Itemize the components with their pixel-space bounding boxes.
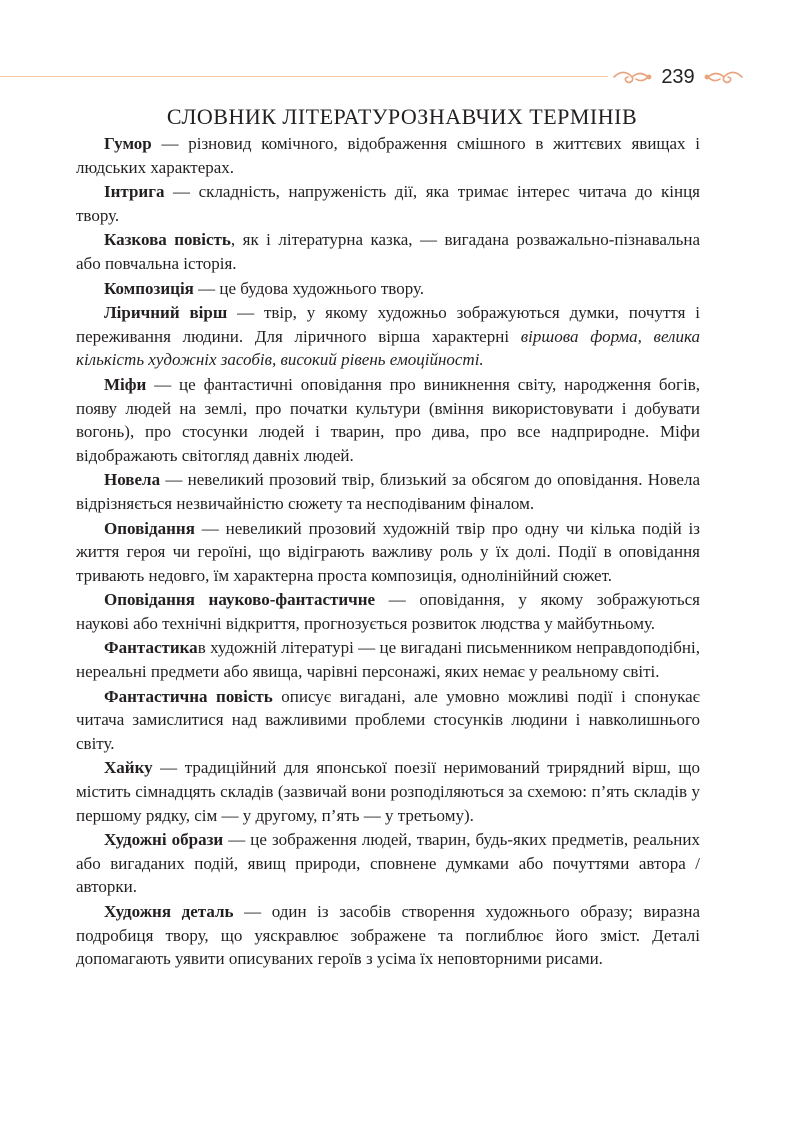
entry-term: Композиція <box>104 278 194 298</box>
glossary-entry <box>76 228 700 275</box>
glossary-entry <box>76 636 700 683</box>
entry-definition: — оповідання, у якому зображуються наукові або технічні відкриття, прогнозується розвиток людства у майбутньому. <box>76 590 700 633</box>
entry-definition: — твір, у якому художньо зображуються думки, почуття і переживання людини. Для ліричного вірша характерні <box>76 303 701 346</box>
glossary-entry <box>76 828 700 899</box>
entry-definition: — це фантастичні оповідання про виникнення світу, народження богів, появу людей на землі, про початки культури (вміння використовувати і добувати вогонь), про стосунки людей і тварин, про дива, про все надприродне. Міфи відображають світогляд давніх людей. <box>76 374 700 465</box>
glossary-entry <box>76 588 700 635</box>
entry-definition: — складність, напруженість дії, яка тримає інтерес читача до кінця твору. <box>76 182 700 225</box>
entry-term: Оповідання <box>104 518 195 538</box>
entry-definition: — традиційний для японської поезії неримований трирядний вірш, що містить сімнадцять складів (зазвичай вони розподіляються за схемою: п’ять складів у першому рядку, сім — у другому, п’ять — у третьому). <box>76 758 700 825</box>
entry-term: Хайку <box>104 758 153 778</box>
entry-term: Оповідання науково-фантастичне <box>104 590 376 610</box>
entry-definition: — це зображення людей, тварин, будь-яких предметів, реальних або вигаданих подій, явищ природи, сповнене думками або почуттями автора / авторки. <box>76 830 700 897</box>
glossary-entry <box>76 756 700 827</box>
glossary-entry <box>76 900 700 971</box>
entry-term: Інтрига <box>104 182 165 202</box>
glossary-entry <box>76 180 700 227</box>
entry-definition: — різновид комічного, відображення смішного в життєвих явищах і людських характерах. <box>76 134 700 177</box>
glossary-entry <box>76 685 700 756</box>
entry-term: Художня деталь <box>104 902 234 921</box>
glossary-entry <box>76 301 700 372</box>
glossary <box>76 132 700 972</box>
entry-term: Казкова повість <box>104 230 231 250</box>
entry-term: Фантастика <box>104 638 198 658</box>
glossary-entry <box>76 132 700 179</box>
left-swirl-ornament-icon <box>612 66 652 88</box>
page-title: СЛОВНИК ЛІТЕРАТУРОЗНАВЧИХ ТЕРМІНІВ <box>166 104 638 129</box>
entry-term: Фантастична повість <box>104 686 273 706</box>
entry-definition: описує вигадані, але умовно можливі події і спонукає читача замислитися над важливими проблеми стосунків людини і навколишнього світу. <box>76 686 700 753</box>
entry-italic-features: віршова форма, велика кількість художніх засобів, високий рівень емоційності. <box>76 326 701 370</box>
entry-definition: , як і літературна казка, — вигадана розважально-пізнавальна або повчальна історія. <box>76 230 700 273</box>
header-rule <box>0 76 608 77</box>
right-swirl-ornament-icon <box>704 66 744 88</box>
entry-term: Ліричний вірш <box>104 303 228 323</box>
entry-definition: в художній літературі — це вигадані письменником неправдоподібні, нереальні предмети або явища, чарівні персонажі, яких немає у реальному світі. <box>76 638 700 682</box>
page-number: 239 <box>661 66 695 88</box>
entry-definition: — невеликий прозовий твір, близький за обсягом до оповідання. Новела відрізняється незвичайністю сюжету та несподіваним фіналом. <box>76 470 700 513</box>
entry-term: Міфи <box>104 374 147 394</box>
entry-term: Художні образи <box>104 830 224 850</box>
glossary-entry <box>76 517 700 588</box>
glossary-entry <box>76 468 700 515</box>
entry-definition: — це будова художнього твору. <box>193 278 425 298</box>
entry-definition: — невеликий прозовий художній твір про одну чи кілька подій із життя героя чи героїні, що відіграють важливу роль у їх долі. Події в оповідання тривають недовго, їм характерна проста композиція, однолінійний сюжет. <box>76 518 700 585</box>
glossary-entry <box>76 373 700 467</box>
entry-term: Новела <box>104 470 161 490</box>
glossary-entry <box>76 277 700 301</box>
entry-definition: — один із засобів створення художнього образу; виразна подробиця твору, що уяскравлює зображене та поглиблює його зміст. Деталі допомагають уявити описуваних героїв з усіма їх неповторними рисами. <box>76 902 700 969</box>
entry-term: Гумор <box>104 134 152 153</box>
